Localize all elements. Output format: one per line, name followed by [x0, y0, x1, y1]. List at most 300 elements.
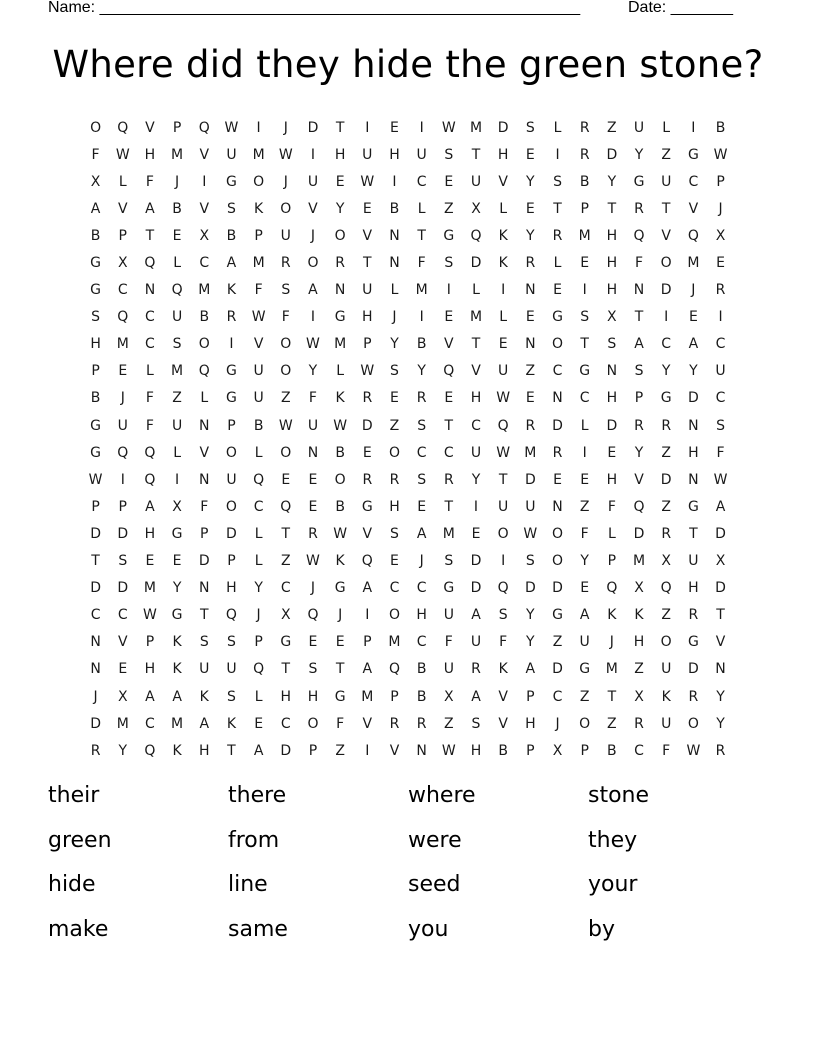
grid-letter[interactable]: U — [307, 173, 319, 190]
grid-letter[interactable]: K — [335, 390, 345, 407]
grid-letter[interactable]: E — [308, 471, 318, 488]
grid-letter[interactable]: S — [525, 553, 535, 570]
grid-letter[interactable]: C — [579, 390, 590, 407]
grid-letter[interactable]: M — [252, 146, 265, 163]
grid-letter[interactable]: U — [253, 390, 264, 407]
grid-letter[interactable]: S — [417, 417, 427, 434]
grid-letter[interactable]: G — [280, 634, 292, 651]
grid-letter[interactable]: D — [552, 417, 563, 434]
grid-letter[interactable]: H — [688, 444, 699, 461]
grid-letter[interactable]: I — [229, 336, 234, 353]
grid-letter[interactable]: W — [441, 119, 456, 136]
grid-letter[interactable]: X — [90, 173, 101, 190]
grid-letter[interactable]: I — [310, 146, 316, 163]
grid-letter[interactable]: N — [606, 363, 618, 380]
grid-letter[interactable]: P — [118, 227, 127, 244]
grid-letter[interactable]: J — [555, 715, 560, 732]
grid-letter[interactable]: B — [416, 336, 427, 353]
grid-letter[interactable]: Q — [361, 553, 373, 570]
grid-letter[interactable]: S — [498, 607, 508, 624]
grid-letter[interactable]: V — [444, 336, 454, 353]
grid-letter[interactable]: G — [334, 580, 346, 597]
grid-letter[interactable]: V — [145, 119, 155, 136]
grid-letter[interactable]: Z — [634, 661, 644, 678]
grid-letter[interactable]: D — [715, 525, 726, 542]
grid-letter[interactable]: P — [227, 417, 236, 434]
grid-letter[interactable]: G — [171, 607, 183, 624]
grid-letter[interactable]: N — [199, 471, 210, 488]
grid-letter[interactable]: I — [175, 471, 180, 488]
grid-letter[interactable]: B — [335, 498, 345, 515]
grid-letter[interactable]: X — [715, 553, 726, 570]
grid-letter[interactable]: T — [634, 309, 644, 326]
grid-letter[interactable]: U — [226, 661, 237, 678]
grid-letter[interactable]: W — [306, 336, 320, 353]
grid-letter[interactable]: Q — [253, 471, 265, 488]
grid-letter[interactable]: B — [416, 661, 427, 678]
grid-letter[interactable]: M — [415, 282, 428, 299]
grid-letter[interactable]: X — [471, 200, 481, 217]
grid-letter[interactable]: U — [171, 417, 183, 434]
grid-letter[interactable]: E — [118, 661, 128, 678]
grid-letter[interactable]: V — [661, 227, 671, 244]
grid-letter[interactable]: G — [90, 282, 102, 299]
grid-letter[interactable]: C — [280, 715, 291, 732]
grid-letter[interactable]: D — [715, 580, 726, 597]
grid-letter[interactable]: V — [715, 634, 726, 651]
grid-letter[interactable]: L — [200, 390, 209, 407]
grid-letter[interactable]: N — [334, 282, 346, 299]
grid-letter[interactable]: E — [118, 363, 128, 380]
grid-letter[interactable]: U — [715, 363, 726, 380]
grid-letter[interactable]: U — [226, 471, 237, 488]
grid-letter[interactable]: L — [390, 282, 399, 299]
grid-letter[interactable]: O — [280, 336, 292, 353]
grid-letter[interactable]: U — [498, 498, 509, 515]
grid-letter[interactable]: W — [713, 146, 728, 163]
grid-letter[interactable]: F — [716, 444, 725, 461]
grid-letter[interactable]: Z — [335, 742, 345, 759]
grid-letter[interactable]: N — [633, 282, 645, 299]
grid-letter[interactable]: Z — [552, 634, 563, 651]
grid-letter[interactable]: U — [443, 607, 454, 624]
grid-letter[interactable]: C — [145, 309, 155, 326]
grid-letter[interactable]: R — [579, 146, 590, 163]
grid-letter[interactable]: D — [524, 580, 536, 597]
grid-letter[interactable]: Z — [661, 146, 671, 163]
grid-letter[interactable]: R — [525, 417, 536, 434]
grid-letter[interactable]: K — [254, 200, 264, 217]
grid-letter[interactable]: N — [144, 282, 156, 299]
grid-letter[interactable]: A — [715, 498, 726, 515]
grid-letter[interactable]: U — [253, 363, 264, 380]
grid-letter[interactable]: X — [117, 255, 128, 272]
grid-letter[interactable]: L — [607, 525, 616, 542]
grid-letter[interactable]: X — [715, 227, 726, 244]
grid-letter[interactable]: T — [553, 200, 562, 217]
grid-letter[interactable]: E — [525, 200, 535, 217]
grid-letter[interactable]: P — [91, 498, 100, 515]
grid-letter[interactable]: E — [362, 200, 372, 217]
grid-letter[interactable]: M — [198, 282, 211, 299]
grid-letter[interactable]: O — [198, 336, 210, 353]
grid-letter[interactable]: V — [117, 634, 128, 651]
grid-letter[interactable]: C — [199, 255, 210, 272]
grid-letter[interactable]: M — [605, 661, 618, 678]
grid-letter[interactable]: B — [498, 742, 508, 759]
grid-letter[interactable]: Q — [117, 309, 129, 326]
grid-letter[interactable]: E — [580, 471, 590, 488]
grid-letter[interactable]: R — [362, 390, 373, 407]
grid-letter[interactable]: R — [389, 471, 400, 488]
grid-letter[interactable]: K — [335, 553, 345, 570]
grid-letter[interactable]: K — [172, 742, 182, 759]
grid-letter[interactable]: P — [634, 390, 644, 407]
grid-letter[interactable]: R — [688, 607, 699, 624]
grid-letter[interactable]: L — [118, 173, 127, 190]
grid-letter[interactable]: I — [365, 742, 370, 759]
grid-letter[interactable]: W — [496, 444, 511, 461]
grid-letter[interactable]: S — [227, 200, 236, 217]
grid-letter[interactable]: D — [552, 661, 563, 678]
grid-letter[interactable]: G — [90, 444, 102, 461]
grid-letter[interactable]: E — [308, 634, 318, 651]
grid-letter[interactable]: Z — [661, 607, 671, 624]
grid-letter[interactable]: C — [552, 363, 563, 380]
grid-letter[interactable]: Q — [633, 227, 645, 244]
grid-letter[interactable]: V — [362, 715, 373, 732]
grid-letter[interactable]: M — [361, 688, 374, 705]
grid-letter[interactable]: E — [145, 553, 155, 570]
grid-letter[interactable]: G — [579, 363, 591, 380]
grid-letter[interactable]: P — [145, 634, 155, 651]
grid-letter[interactable]: Z — [579, 688, 590, 705]
grid-letter[interactable]: U — [661, 173, 672, 190]
grid-letter[interactable]: F — [308, 390, 317, 407]
grid-letter[interactable]: Q — [470, 227, 482, 244]
grid-letter[interactable]: I — [691, 119, 696, 136]
grid-letter[interactable]: N — [389, 227, 400, 244]
grid-letter[interactable]: E — [444, 390, 454, 407]
grid-letter[interactable]: C — [117, 607, 128, 624]
grid-letter[interactable]: D — [470, 580, 482, 597]
grid-letter[interactable]: H — [470, 742, 482, 759]
grid-letter[interactable]: C — [253, 498, 264, 515]
grid-letter[interactable]: H — [633, 634, 645, 651]
grid-letter[interactable]: Y — [607, 173, 617, 190]
grid-letter[interactable]: G — [687, 634, 699, 651]
grid-letter[interactable]: Z — [389, 417, 400, 434]
grid-letter[interactable]: Q — [198, 363, 210, 380]
grid-letter[interactable]: R — [280, 255, 291, 272]
grid-letter[interactable]: L — [254, 553, 263, 570]
grid-letter[interactable]: H — [90, 336, 101, 353]
grid-letter[interactable]: J — [310, 580, 316, 597]
grid-letter[interactable]: M — [524, 444, 537, 461]
grid-letter[interactable]: U — [525, 498, 536, 515]
grid-letter[interactable]: O — [280, 200, 292, 217]
grid-letter[interactable]: B — [335, 444, 345, 461]
grid-letter[interactable]: G — [660, 390, 672, 407]
grid-letter[interactable]: A — [253, 742, 264, 759]
grid-letter[interactable]: I — [310, 309, 316, 326]
grid-letter[interactable]: J — [175, 173, 180, 190]
grid-letter[interactable]: Y — [580, 553, 589, 570]
grid-letter[interactable]: D — [470, 553, 482, 570]
grid-letter[interactable]: Q — [117, 444, 129, 461]
grid-letter[interactable]: C — [389, 580, 400, 597]
grid-letter[interactable]: R — [471, 661, 481, 678]
grid-letter[interactable]: Q — [606, 580, 618, 597]
grid-letter[interactable]: D — [606, 417, 618, 434]
grid-letter[interactable]: C — [688, 173, 699, 190]
grid-letter[interactable]: E — [390, 390, 399, 407]
grid-letter[interactable]: O — [579, 715, 591, 732]
grid-letter[interactable]: V — [688, 200, 699, 217]
grid-letter[interactable]: Y — [716, 688, 725, 705]
grid-letter[interactable]: R — [688, 688, 699, 705]
grid-letter[interactable]: F — [580, 525, 589, 542]
grid-letter[interactable]: C — [145, 715, 155, 732]
grid-letter[interactable]: V — [498, 173, 508, 190]
grid-letter[interactable]: V — [117, 200, 128, 217]
grid-letter[interactable]: W — [278, 417, 293, 434]
grid-letter[interactable]: N — [90, 661, 101, 678]
grid-letter[interactable]: P — [363, 336, 372, 353]
grid-letter[interactable]: Y — [118, 742, 128, 759]
grid-letter[interactable]: R — [416, 390, 427, 407]
grid-letter[interactable]: U — [498, 363, 509, 380]
grid-letter[interactable]: H — [144, 661, 156, 678]
grid-letter[interactable]: V — [199, 444, 210, 461]
grid-letter[interactable]: F — [281, 309, 290, 326]
grid-letter[interactable]: G — [226, 390, 237, 407]
grid-letter[interactable]: U — [307, 417, 319, 434]
grid-letter[interactable]: M — [171, 715, 184, 732]
grid-letter[interactable]: S — [553, 173, 562, 190]
grid-letter[interactable]: O — [280, 444, 292, 461]
grid-letter[interactable]: T — [580, 336, 589, 353]
grid-letter[interactable]: Q — [280, 498, 292, 515]
grid-letter[interactable]: X — [634, 688, 644, 705]
grid-letter[interactable]: P — [200, 525, 209, 542]
grid-letter[interactable]: F — [444, 634, 453, 651]
grid-letter[interactable]: L — [173, 444, 181, 461]
grid-letter[interactable]: N — [688, 417, 699, 434]
grid-letter[interactable]: B — [90, 390, 101, 407]
grid-letter[interactable]: V — [634, 471, 644, 488]
grid-letter[interactable]: M — [687, 255, 700, 272]
grid-letter[interactable]: H — [688, 580, 699, 597]
grid-letter[interactable]: S — [199, 634, 209, 651]
grid-letter[interactable]: T — [689, 525, 698, 542]
grid-letter[interactable]: K — [199, 688, 209, 705]
grid-letter[interactable]: T — [444, 498, 454, 515]
grid-letter[interactable]: D — [606, 146, 618, 163]
grid-letter[interactable]: O — [90, 119, 102, 136]
grid-letter[interactable]: U — [416, 146, 427, 163]
grid-letter[interactable]: S — [444, 255, 454, 272]
grid-letter[interactable]: L — [553, 255, 562, 272]
grid-letter[interactable]: C — [416, 580, 427, 597]
grid-letter[interactable]: Z — [172, 390, 182, 407]
grid-letter[interactable]: J — [310, 227, 316, 244]
grid-letter[interactable]: H — [470, 390, 482, 407]
grid-letter[interactable]: E — [172, 553, 182, 570]
grid-letter[interactable]: X — [607, 309, 617, 326]
grid-letter[interactable]: Z — [444, 200, 454, 217]
grid-letter[interactable]: F — [145, 417, 154, 434]
grid-letter[interactable]: I — [365, 119, 370, 136]
grid-letter[interactable]: Q — [144, 471, 156, 488]
grid-letter[interactable]: O — [660, 634, 672, 651]
grid-letter[interactable]: Z — [444, 715, 454, 732]
grid-letter[interactable]: I — [582, 444, 587, 461]
grid-letter[interactable]: A — [172, 688, 182, 705]
grid-letter[interactable]: S — [634, 363, 644, 380]
grid-letter[interactable]: H — [144, 146, 156, 163]
grid-letter[interactable]: C — [416, 444, 427, 461]
grid-letter[interactable]: N — [552, 498, 563, 515]
grid-letter[interactable]: W — [360, 363, 375, 380]
grid-letter[interactable]: W — [88, 471, 103, 488]
grid-letter[interactable]: A — [226, 255, 237, 272]
grid-letter[interactable]: G — [334, 309, 346, 326]
grid-letter[interactable]: T — [335, 119, 345, 136]
grid-letter[interactable]: F — [662, 742, 671, 759]
grid-letter[interactable]: L — [499, 309, 508, 326]
grid-letter[interactable]: R — [634, 715, 644, 732]
grid-letter[interactable]: A — [579, 607, 590, 624]
grid-letter[interactable]: C — [90, 607, 101, 624]
grid-letter[interactable]: O — [687, 715, 699, 732]
grid-letter[interactable]: Q — [660, 580, 672, 597]
grid-letter[interactable]: A — [688, 336, 699, 353]
grid-letter[interactable]: P — [227, 553, 236, 570]
grid-letter[interactable]: T — [335, 661, 345, 678]
grid-letter[interactable]: T — [716, 607, 725, 624]
grid-letter[interactable]: L — [662, 119, 671, 136]
grid-letter[interactable]: S — [227, 688, 236, 705]
grid-letter[interactable]: P — [91, 363, 100, 380]
grid-letter[interactable]: W — [333, 417, 348, 434]
grid-letter[interactable]: W — [333, 525, 348, 542]
grid-letter[interactable]: P — [580, 200, 589, 217]
grid-letter[interactable]: V — [362, 227, 373, 244]
grid-letter[interactable]: Q — [497, 580, 509, 597]
grid-letter[interactable]: I — [582, 282, 587, 299]
grid-letter[interactable]: A — [362, 580, 373, 597]
grid-letter[interactable]: U — [579, 634, 590, 651]
grid-letter[interactable]: I — [446, 282, 451, 299]
grid-letter[interactable]: G — [552, 607, 563, 624]
grid-letter[interactable]: S — [390, 525, 399, 542]
grid-letter[interactable]: W — [278, 146, 293, 163]
grid-letter[interactable]: G — [443, 580, 455, 597]
grid-letter[interactable]: S — [91, 309, 101, 326]
grid-letter[interactable]: O — [334, 471, 346, 488]
grid-letter[interactable]: T — [498, 471, 508, 488]
grid-letter[interactable]: G — [633, 173, 645, 190]
grid-letter[interactable]: I — [419, 119, 424, 136]
grid-letter[interactable]: E — [417, 498, 427, 515]
grid-letter[interactable]: X — [172, 498, 182, 515]
grid-letter[interactable]: H — [226, 580, 237, 597]
grid-letter[interactable]: N — [688, 471, 699, 488]
grid-letter[interactable]: W — [224, 119, 239, 136]
grid-letter[interactable]: V — [308, 200, 318, 217]
grid-letter[interactable]: U — [117, 417, 128, 434]
grid-letter[interactable]: V — [471, 363, 481, 380]
grid-letter[interactable]: T — [199, 607, 209, 624]
grid-letter[interactable]: Q — [443, 363, 455, 380]
grid-letter[interactable]: O — [497, 525, 509, 542]
grid-letter[interactable]: V — [199, 200, 210, 217]
grid-letter[interactable]: K — [172, 661, 182, 678]
grid-letter[interactable]: M — [252, 255, 265, 272]
grid-letter[interactable]: O — [225, 498, 237, 515]
grid-letter[interactable]: W — [496, 390, 511, 407]
grid-letter[interactable]: U — [661, 715, 672, 732]
grid-letter[interactable]: K — [226, 715, 237, 732]
grid-letter[interactable]: V — [253, 336, 264, 353]
grid-letter[interactable]: C — [715, 336, 726, 353]
grid-letter[interactable]: M — [469, 309, 483, 326]
grid-letter[interactable]: S — [417, 471, 427, 488]
grid-letter[interactable]: T — [363, 255, 372, 272]
grid-letter[interactable]: B — [715, 119, 726, 136]
grid-letter[interactable]: T — [607, 688, 617, 705]
grid-letter[interactable]: Q — [253, 661, 265, 678]
grid-letter[interactable]: G — [443, 227, 455, 244]
grid-letter[interactable]: B — [172, 200, 182, 217]
grid-letter[interactable]: J — [120, 390, 125, 407]
grid-letter[interactable]: K — [498, 255, 508, 272]
grid-letter[interactable]: U — [633, 119, 645, 136]
grid-letter[interactable]: I — [419, 309, 424, 326]
grid-letter[interactable]: C — [471, 417, 481, 434]
grid-letter[interactable]: Y — [308, 363, 318, 380]
grid-letter[interactable]: T — [471, 336, 481, 353]
grid-letter[interactable]: L — [254, 688, 263, 705]
grid-letter[interactable]: Q — [171, 282, 183, 299]
grid-letter[interactable]: N — [416, 742, 427, 759]
grid-letter[interactable]: U — [171, 309, 183, 326]
grid-letter[interactable]: W — [686, 742, 701, 759]
grid-letter[interactable]: S — [390, 363, 399, 380]
grid-letter[interactable]: I — [501, 553, 506, 570]
grid-letter[interactable]: L — [336, 363, 345, 380]
grid-letter[interactable]: T — [661, 200, 671, 217]
grid-letter[interactable]: Q — [497, 417, 509, 434]
grid-letter[interactable]: Y — [254, 580, 263, 597]
grid-letter[interactable]: U — [470, 444, 482, 461]
grid-letter[interactable]: Y — [661, 363, 671, 380]
grid-letter[interactable]: T — [607, 200, 617, 217]
grid-letter[interactable]: T — [471, 146, 481, 163]
grid-letter[interactable]: U — [661, 661, 672, 678]
grid-letter[interactable]: S — [281, 282, 291, 299]
grid-letter[interactable]: E — [444, 173, 454, 190]
grid-letter[interactable]: Q — [388, 661, 400, 678]
grid-letter[interactable]: P — [607, 553, 617, 570]
grid-letter[interactable]: X — [661, 553, 671, 570]
grid-letter[interactable]: A — [525, 661, 536, 678]
grid-letter[interactable]: D — [280, 742, 292, 759]
grid-letter[interactable]: D — [660, 471, 672, 488]
grid-letter[interactable]: H — [416, 607, 427, 624]
grid-letter[interactable]: P — [526, 742, 535, 759]
